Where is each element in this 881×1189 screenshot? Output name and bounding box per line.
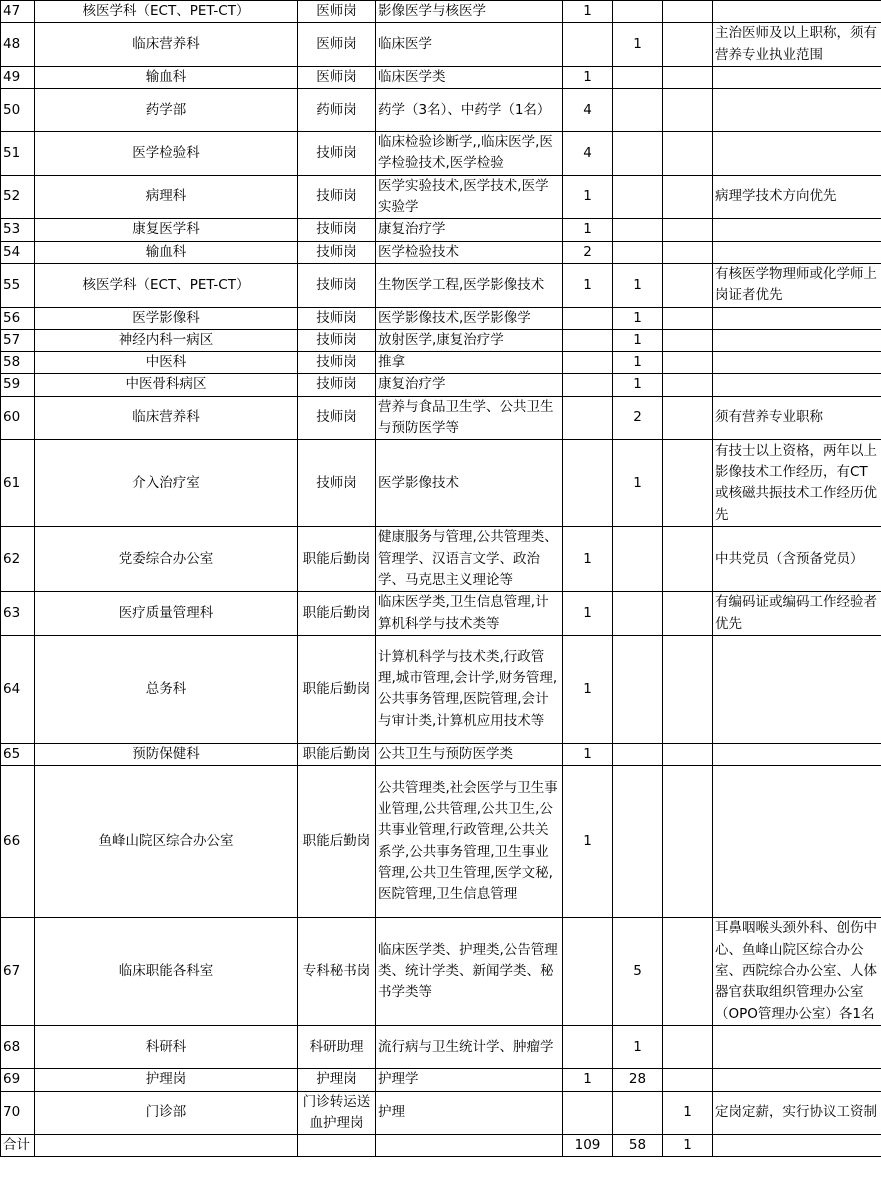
count-2-cell: 1	[613, 329, 663, 351]
count-1-cell: 1	[563, 527, 613, 592]
major-cell: 生物医学工程,医学影像技术	[376, 263, 563, 307]
count-3-cell	[663, 89, 713, 132]
count-2-cell	[613, 592, 663, 636]
major-cell: 护理学	[376, 1069, 563, 1091]
remark-cell	[713, 66, 881, 88]
department-cell: 医学影像科	[35, 307, 298, 329]
count-3-cell	[663, 918, 713, 1026]
post-type-cell: 技师岗	[298, 352, 376, 374]
major-cell: 临床检验诊断学,,临床医学,医学检验技术,医学检验	[376, 132, 563, 176]
department-cell: 核医学科（ECT、PET-CT）	[35, 1, 298, 23]
count-3-cell	[663, 23, 713, 67]
count-2-cell	[613, 766, 663, 918]
row-number: 70	[1, 1091, 35, 1135]
remark-cell	[713, 329, 881, 351]
remark-cell: 须有营养专业职称	[713, 396, 881, 440]
major-cell: 护理	[376, 1091, 563, 1135]
major-cell: 医学实验技术,医学技术,医学实验学	[376, 175, 563, 219]
count-2-cell	[613, 219, 663, 241]
count-1-cell: 1	[563, 743, 613, 765]
post-type-cell: 护理岗	[298, 1069, 376, 1091]
table-row	[1, 396, 881, 440]
table-row	[1, 89, 881, 132]
count-2-cell: 1	[613, 23, 663, 67]
row-number: 67	[1, 918, 35, 1026]
count-1-cell: 1	[563, 263, 613, 307]
remark-cell: 主治医师及以上职称，须有营养专业执业范围	[713, 23, 881, 67]
count-1-cell	[563, 329, 613, 351]
department-cell: 临床营养科	[35, 23, 298, 67]
empty-cell	[35, 1135, 298, 1157]
count-2-cell: 5	[613, 918, 663, 1026]
post-type-cell: 技师岗	[298, 307, 376, 329]
count-2-cell: 1	[613, 440, 663, 527]
remark-cell: 定岗定薪，实行协议工资制	[713, 1091, 881, 1135]
count-3-cell	[663, 743, 713, 765]
row-number: 68	[1, 1026, 35, 1069]
post-type-cell: 技师岗	[298, 440, 376, 527]
table-row	[1, 527, 881, 592]
remark-cell: 有编码证或编码工作经验者优先	[713, 592, 881, 636]
post-type-cell: 医师岗	[298, 66, 376, 88]
remark-cell	[713, 352, 881, 374]
remark-cell	[713, 743, 881, 765]
major-cell: 营养与食品卫生学、公共卫生与预防医学等	[376, 396, 563, 440]
post-type-cell: 医师岗	[298, 23, 376, 67]
count-1-cell: 1	[563, 635, 613, 743]
major-cell: 推拿	[376, 352, 563, 374]
count-1-cell: 1	[563, 1069, 613, 1091]
count-2-cell	[613, 1091, 663, 1135]
department-cell: 康复医学科	[35, 219, 298, 241]
count-2-cell: 1	[613, 374, 663, 396]
table-row	[1, 374, 881, 396]
major-cell: 药学（3名）、中药学（1名）	[376, 89, 563, 132]
table-body	[1, 1, 881, 1157]
count-2-cell: 2	[613, 396, 663, 440]
count-3-cell	[663, 1026, 713, 1069]
total-count-1: 109	[563, 1135, 613, 1157]
post-type-cell: 职能后勤岗	[298, 743, 376, 765]
count-2-cell	[613, 743, 663, 765]
empty-cell	[713, 1135, 881, 1157]
count-1-cell	[563, 352, 613, 374]
total-row	[1, 1135, 881, 1157]
count-1-cell: 1	[563, 1, 613, 23]
total-count-3: 1	[663, 1135, 713, 1157]
count-1-cell: 4	[563, 89, 613, 132]
department-cell: 临床营养科	[35, 396, 298, 440]
count-2-cell: 1	[613, 263, 663, 307]
count-3-cell	[663, 766, 713, 918]
remark-cell	[713, 219, 881, 241]
major-cell: 公共卫生与预防医学类	[376, 743, 563, 765]
count-2-cell	[613, 241, 663, 263]
table-row	[1, 329, 881, 351]
count-2-cell: 1	[613, 307, 663, 329]
department-cell: 党委综合办公室	[35, 527, 298, 592]
count-1-cell	[563, 440, 613, 527]
department-cell: 中医科	[35, 352, 298, 374]
remark-cell: 耳鼻咽喉头颈外科、创伤中心、鱼峰山院区综合办公室、西院综合办公室、人体器官获取组织管理办公室（OPO管理办公室）各1名	[713, 918, 881, 1026]
row-number: 49	[1, 66, 35, 88]
total-count-2: 58	[613, 1135, 663, 1157]
table-row	[1, 132, 881, 176]
count-3-cell	[663, 1069, 713, 1091]
row-number: 65	[1, 743, 35, 765]
department-cell: 药学部	[35, 89, 298, 132]
major-cell: 医学影像技术,医学影像学	[376, 307, 563, 329]
row-number: 47	[1, 1, 35, 23]
major-cell: 医学影像技术	[376, 440, 563, 527]
count-1-cell	[563, 23, 613, 67]
table-row	[1, 241, 881, 263]
count-3-cell	[663, 307, 713, 329]
row-number: 56	[1, 307, 35, 329]
count-3-cell	[663, 66, 713, 88]
department-cell: 中医骨科病区	[35, 374, 298, 396]
post-type-cell: 医师岗	[298, 1, 376, 23]
table-row	[1, 918, 881, 1026]
row-number: 53	[1, 219, 35, 241]
count-2-cell	[613, 175, 663, 219]
count-2-cell	[613, 66, 663, 88]
remark-cell	[713, 307, 881, 329]
department-cell: 护理岗	[35, 1069, 298, 1091]
table-row	[1, 592, 881, 636]
row-number: 54	[1, 241, 35, 263]
remark-cell	[713, 1026, 881, 1069]
count-1-cell	[563, 307, 613, 329]
major-cell: 流行病与卫生统计学、肿瘤学	[376, 1026, 563, 1069]
department-cell: 鱼峰山院区综合办公室	[35, 766, 298, 918]
remark-cell	[713, 635, 881, 743]
department-cell: 输血科	[35, 66, 298, 88]
count-3-cell	[663, 241, 713, 263]
count-1-cell: 2	[563, 241, 613, 263]
count-1-cell	[563, 374, 613, 396]
count-2-cell: 1	[613, 1026, 663, 1069]
major-cell: 影像医学与核医学	[376, 1, 563, 23]
major-cell: 公共管理类,社会医学与卫生事业管理,公共管理,公共卫生,公共事业管理,行政管理,公共关系学,公共事务管理,卫生事业管理,公共卫生管理,医学文秘,医院管理,卫生信息管理	[376, 766, 563, 918]
post-type-cell: 技师岗	[298, 263, 376, 307]
table-row	[1, 263, 881, 307]
post-type-cell: 技师岗	[298, 374, 376, 396]
table-row	[1, 440, 881, 527]
count-3-cell	[663, 396, 713, 440]
count-1-cell	[563, 396, 613, 440]
major-cell: 临床医学类、护理类,公告管理类、统计学类、新闻学类、秘书学类等	[376, 918, 563, 1026]
table-row	[1, 352, 881, 374]
row-number: 69	[1, 1069, 35, 1091]
row-number: 55	[1, 263, 35, 307]
major-cell: 计算机科学与技术类,行政管理,城市管理,会计学,财务管理,公共事务管理,医院管理,会计与审计类,计算机应用技术等	[376, 635, 563, 743]
post-type-cell: 职能后勤岗	[298, 527, 376, 592]
row-number: 58	[1, 352, 35, 374]
count-3-cell	[663, 592, 713, 636]
count-3-cell	[663, 527, 713, 592]
table-row	[1, 1091, 881, 1135]
remark-cell	[713, 132, 881, 176]
row-number: 66	[1, 766, 35, 918]
remark-cell	[713, 241, 881, 263]
count-2-cell	[613, 635, 663, 743]
remark-cell	[713, 374, 881, 396]
major-cell: 临床医学	[376, 23, 563, 67]
row-number: 48	[1, 23, 35, 67]
count-3-cell	[663, 1, 713, 23]
count-3-cell	[663, 635, 713, 743]
post-type-cell: 技师岗	[298, 219, 376, 241]
remark-cell	[713, 89, 881, 132]
count-1-cell	[563, 1091, 613, 1135]
department-cell: 输血科	[35, 241, 298, 263]
row-number: 64	[1, 635, 35, 743]
major-cell: 医学检验技术	[376, 241, 563, 263]
count-1-cell: 1	[563, 175, 613, 219]
post-type-cell: 技师岗	[298, 241, 376, 263]
count-3-cell	[663, 374, 713, 396]
post-type-cell: 技师岗	[298, 396, 376, 440]
remark-cell: 中共党员（含预备党员）	[713, 527, 881, 592]
post-type-cell: 药师岗	[298, 89, 376, 132]
count-1-cell	[563, 918, 613, 1026]
count-3-cell	[663, 263, 713, 307]
department-cell: 科研科	[35, 1026, 298, 1069]
department-cell: 病理科	[35, 175, 298, 219]
count-3-cell	[663, 219, 713, 241]
department-cell: 介入治疗室	[35, 440, 298, 527]
row-number: 63	[1, 592, 35, 636]
table-row	[1, 743, 881, 765]
row-number: 57	[1, 329, 35, 351]
post-type-cell: 职能后勤岗	[298, 592, 376, 636]
count-2-cell	[613, 1, 663, 23]
row-number: 61	[1, 440, 35, 527]
post-type-cell: 技师岗	[298, 132, 376, 176]
count-2-cell	[613, 527, 663, 592]
count-1-cell: 1	[563, 592, 613, 636]
post-type-cell: 职能后勤岗	[298, 635, 376, 743]
post-type-cell: 专科秘书岗	[298, 918, 376, 1026]
count-2-cell: 1	[613, 352, 663, 374]
count-2-cell: 28	[613, 1069, 663, 1091]
table-row	[1, 66, 881, 88]
table-row	[1, 635, 881, 743]
remark-cell	[713, 1, 881, 23]
major-cell: 放射医学,康复治疗学	[376, 329, 563, 351]
department-cell: 医疗质量管理科	[35, 592, 298, 636]
table-row	[1, 23, 881, 67]
count-3-cell	[663, 352, 713, 374]
count-1-cell: 1	[563, 766, 613, 918]
post-type-cell: 技师岗	[298, 329, 376, 351]
table-row	[1, 1026, 881, 1069]
department-cell: 医学检验科	[35, 132, 298, 176]
count-2-cell	[613, 132, 663, 176]
count-1-cell	[563, 1026, 613, 1069]
row-number: 51	[1, 132, 35, 176]
empty-cell	[298, 1135, 376, 1157]
count-1-cell: 4	[563, 132, 613, 176]
total-label: 合计	[1, 1135, 35, 1157]
empty-cell	[376, 1135, 563, 1157]
row-number: 50	[1, 89, 35, 132]
table-row	[1, 307, 881, 329]
post-type-cell: 门诊转运送血护理岗	[298, 1091, 376, 1135]
table-row	[1, 766, 881, 918]
row-number: 59	[1, 374, 35, 396]
count-2-cell	[613, 89, 663, 132]
row-number: 52	[1, 175, 35, 219]
remark-cell	[713, 1069, 881, 1091]
count-1-cell: 1	[563, 66, 613, 88]
department-cell: 门诊部	[35, 1091, 298, 1135]
count-3-cell	[663, 175, 713, 219]
department-cell: 临床职能各科室	[35, 918, 298, 1026]
count-3-cell	[663, 329, 713, 351]
table-row	[1, 1069, 881, 1091]
major-cell: 临床医学类,卫生信息管理,计算机科学与技术类等	[376, 592, 563, 636]
major-cell: 健康服务与管理,公共管理类、管理学、汉语言文学、政治学、马克思主义理论等	[376, 527, 563, 592]
remark-cell: 有技士以上资格，两年以上影像技术工作经历，有CT或核磁共振技术工作经历优先	[713, 440, 881, 527]
department-cell: 预防保健科	[35, 743, 298, 765]
count-3-cell: 1	[663, 1091, 713, 1135]
table-row	[1, 219, 881, 241]
post-type-cell: 科研助理	[298, 1026, 376, 1069]
post-type-cell: 职能后勤岗	[298, 766, 376, 918]
count-1-cell: 1	[563, 219, 613, 241]
department-cell: 核医学科（ECT、PET-CT）	[35, 263, 298, 307]
department-cell: 总务科	[35, 635, 298, 743]
count-3-cell	[663, 132, 713, 176]
table-row	[1, 1, 881, 23]
major-cell: 临床医学类	[376, 66, 563, 88]
remark-cell: 有核医学物理师或化学师上岗证者优先	[713, 263, 881, 307]
department-cell: 神经内科一病区	[35, 329, 298, 351]
post-type-cell: 技师岗	[298, 175, 376, 219]
row-number: 62	[1, 527, 35, 592]
table-row	[1, 175, 881, 219]
major-cell: 康复治疗学	[376, 374, 563, 396]
count-3-cell	[663, 440, 713, 527]
remark-cell	[713, 766, 881, 918]
row-number: 60	[1, 396, 35, 440]
major-cell: 康复治疗学	[376, 219, 563, 241]
remark-cell: 病理学技术方向优先	[713, 175, 881, 219]
